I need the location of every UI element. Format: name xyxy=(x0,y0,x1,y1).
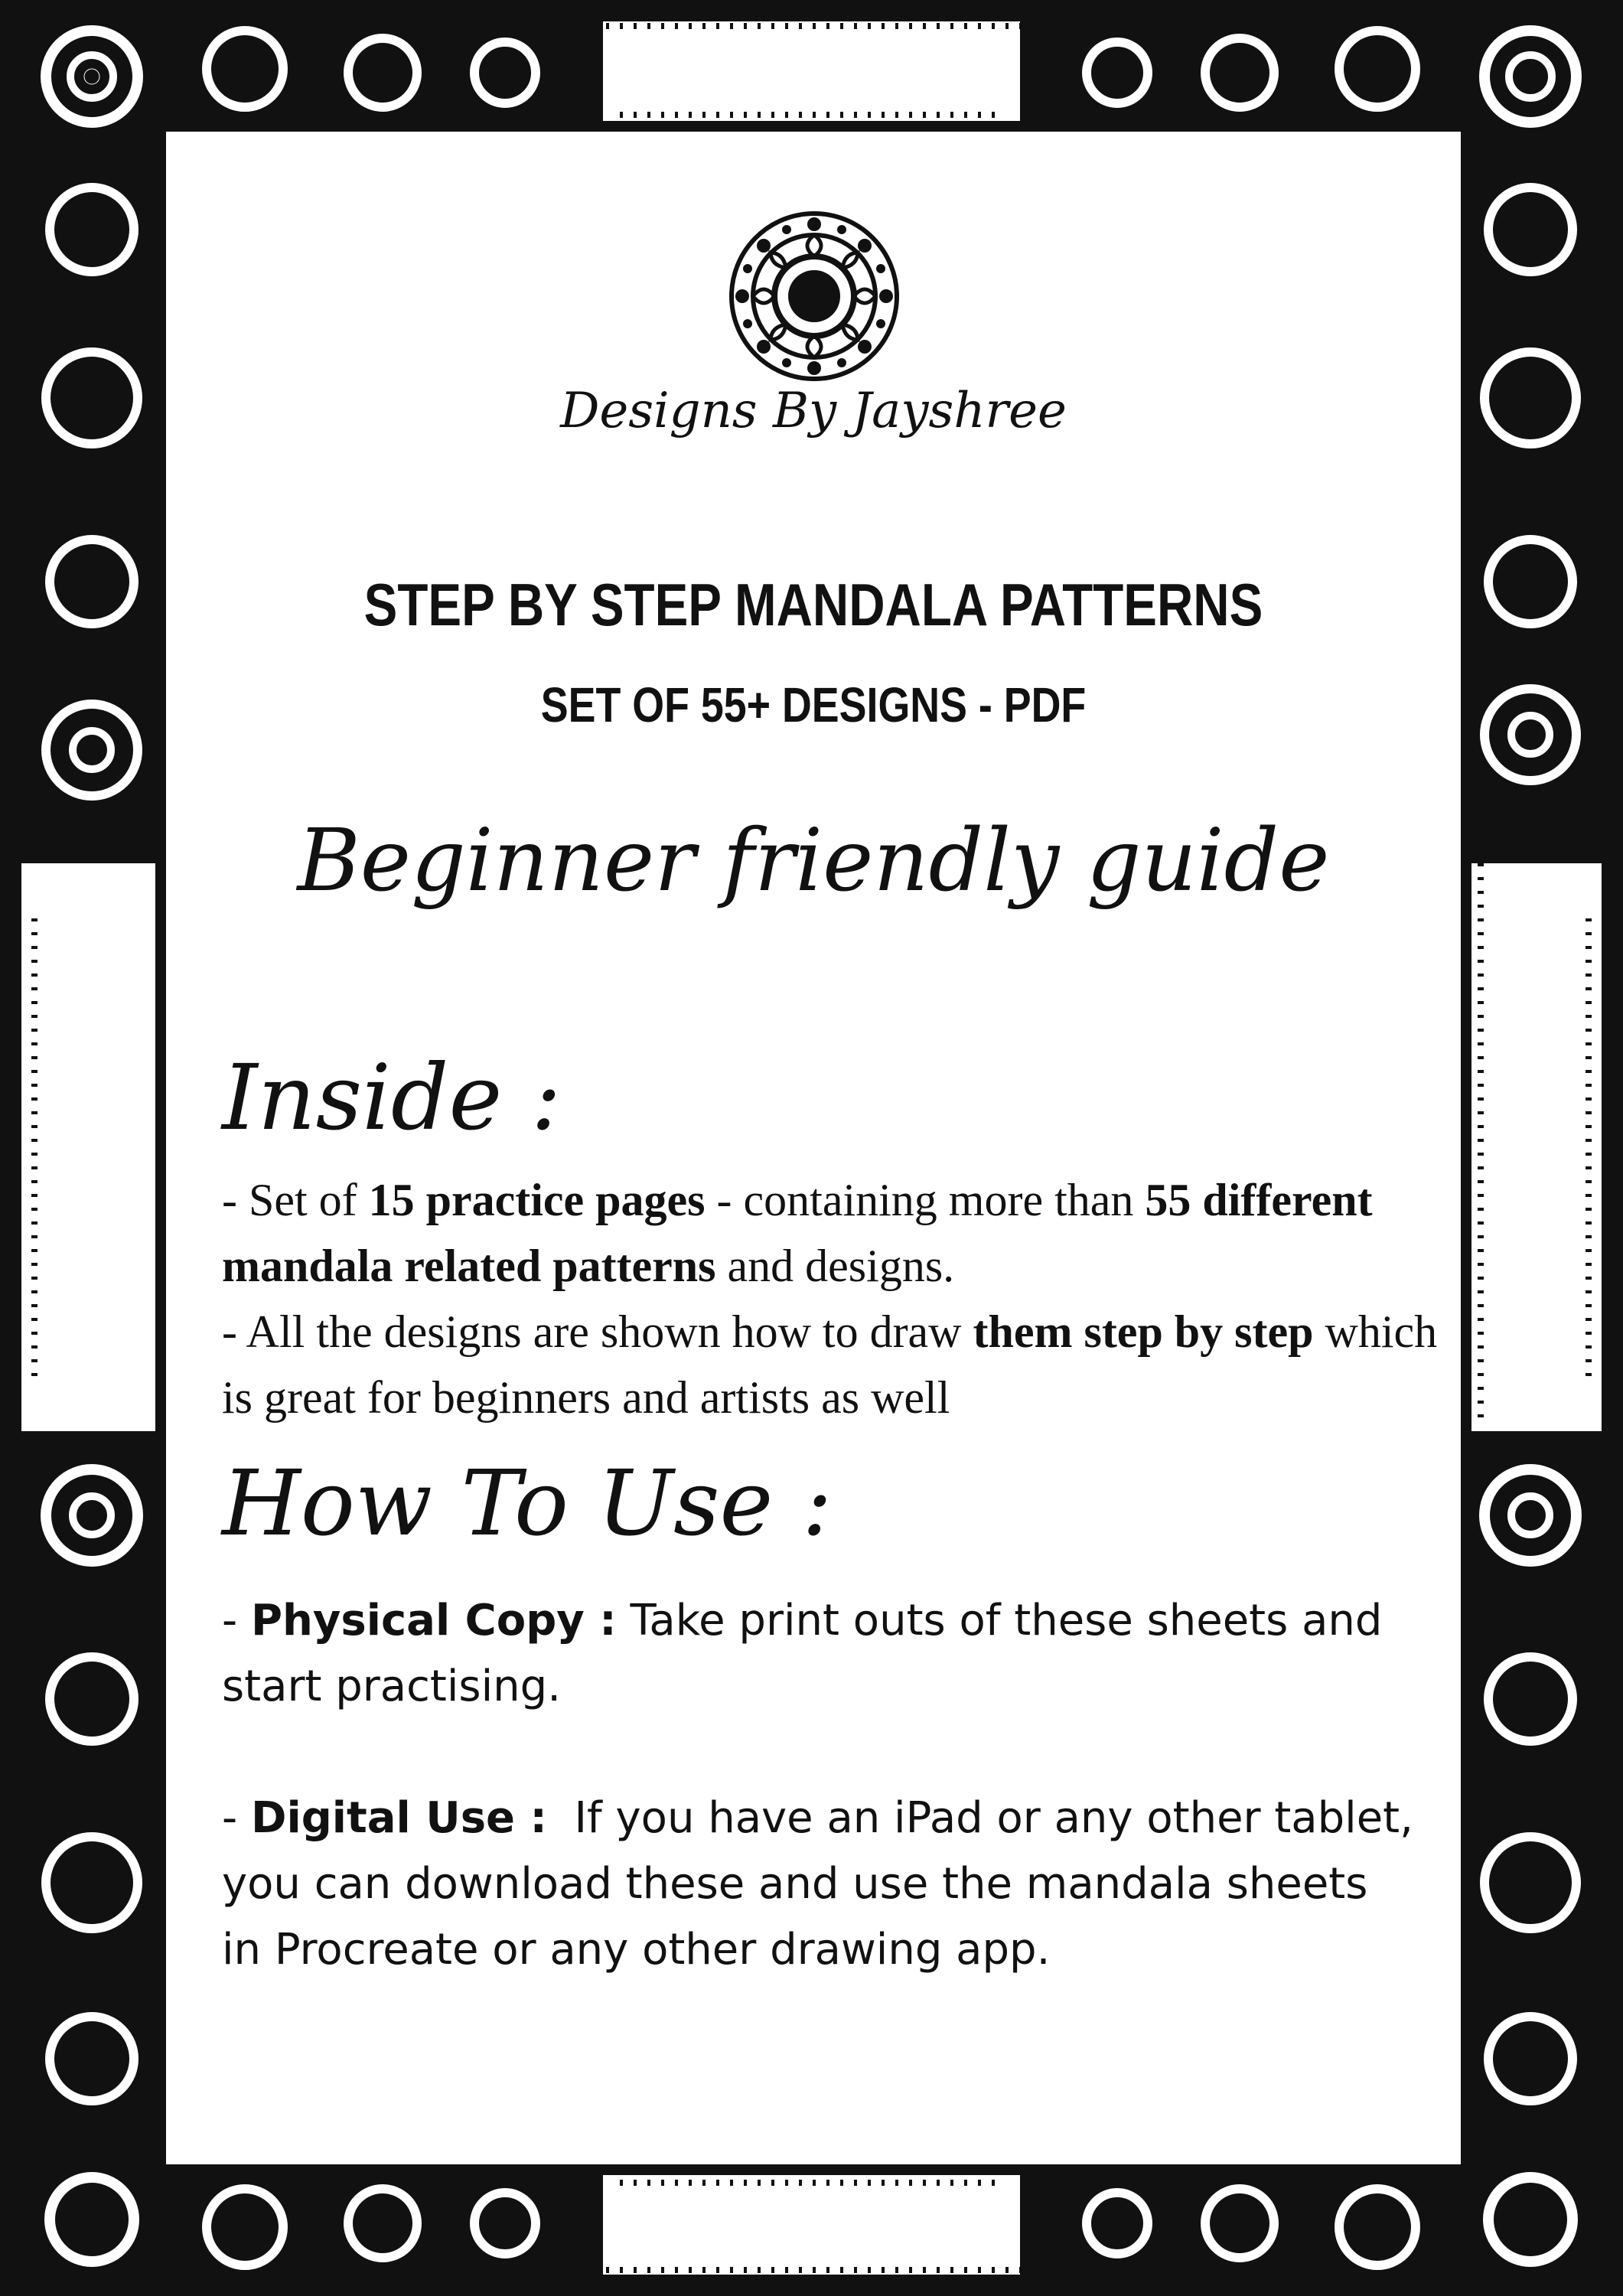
page-title: STEP BY STEP MANDALA PATTERNS xyxy=(363,571,1263,638)
text-run-bold: 55 different mandala related patterns xyxy=(222,1175,1373,1291)
inside-paragraph-2 xyxy=(222,1299,1477,1430)
text-run: - xyxy=(222,1793,252,1843)
text-run: which is great for beginners and artists as well xyxy=(222,1306,1438,1423)
page-content xyxy=(172,138,1455,2158)
brand-name: Designs By Jayshree xyxy=(560,383,1067,439)
how-to-use-heading: How To Use : xyxy=(222,1450,833,1556)
physical-copy-label: Physical Copy : xyxy=(251,1596,617,1645)
physical-copy-text: Take print outs of these sheets and start practising. xyxy=(222,1596,1383,1711)
text-run: - All the designs are shown how to draw xyxy=(222,1306,973,1357)
text-run-bold: 15 practice pages xyxy=(368,1175,706,1225)
inside-description xyxy=(222,1167,1477,1430)
text-run-bold: them step by step xyxy=(973,1306,1314,1357)
inside-paragraph-1 xyxy=(222,1167,1477,1299)
text-run: - containing more than xyxy=(705,1175,1146,1225)
digital-use-label: Digital Use : xyxy=(251,1793,547,1843)
spacer xyxy=(222,1720,1416,1786)
digital-use-text: If you have an iPad or any other tablet, you can download these and use the mandala sheets in Procreate or any other drawing app. xyxy=(222,1793,1427,1975)
digital-use-item xyxy=(222,1786,1427,1983)
physical-copy-item xyxy=(222,1588,1416,1720)
tagline: Beginner friendly guide xyxy=(297,811,1330,911)
page-subtitle: SET OF 55+ DESIGNS - PDF xyxy=(540,677,1087,732)
how-to-use-description xyxy=(222,1588,1427,1983)
text-run: - xyxy=(222,1596,252,1645)
mandala-logo-icon xyxy=(726,208,902,384)
text-run: - Set of xyxy=(222,1175,369,1225)
text-run: and designs. xyxy=(715,1241,955,1291)
inside-heading: Inside : xyxy=(222,1045,562,1150)
